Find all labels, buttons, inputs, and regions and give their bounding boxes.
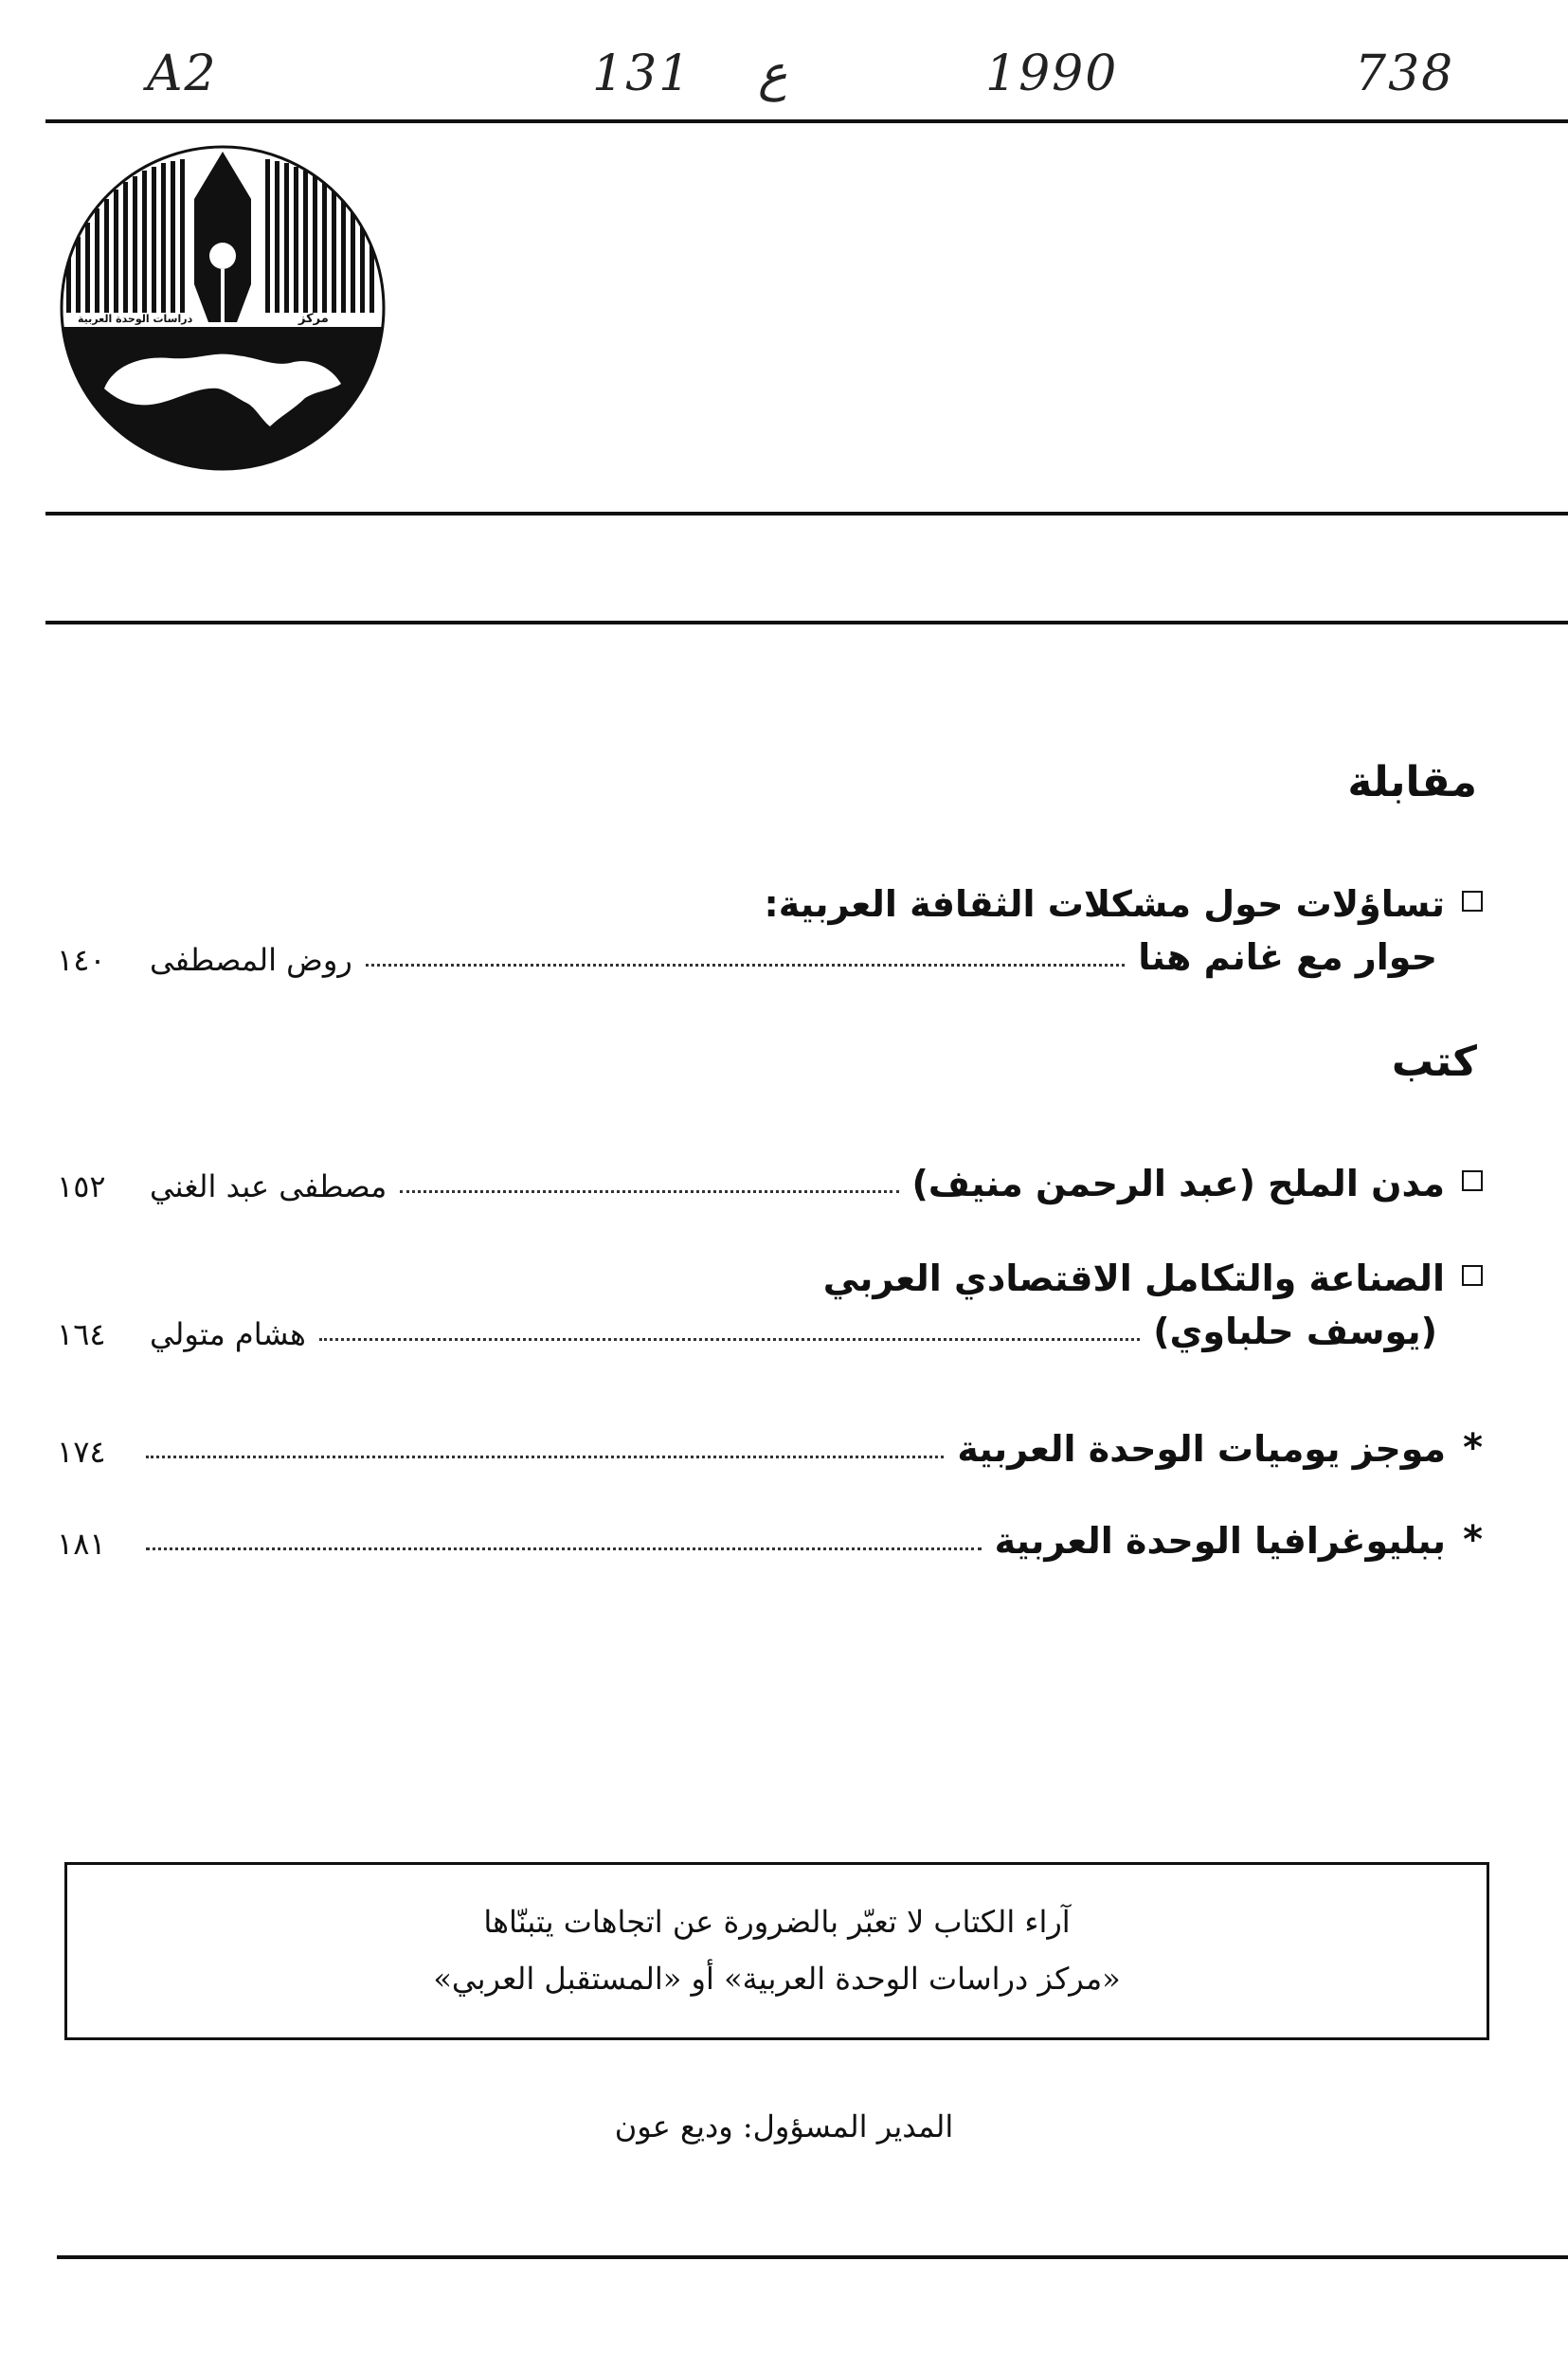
bottom-rule [57, 2255, 1568, 2259]
section-title-interview: مقابلة [1347, 758, 1477, 806]
checkbox-icon [1462, 1265, 1483, 1286]
disclaimer-line-2: «مركز دراسات الوحدة العربية» أو «المستقبل العربي» [433, 1961, 1121, 1997]
star-icon: * [1463, 1426, 1483, 1470]
leader-dots [400, 1190, 898, 1193]
disclaimer-line-1: آراء الكتاب لا تعبّر بالضرورة عن اتجاهات يتبنّاها [483, 1904, 1071, 1940]
entry-title: الصناعة والتكامل الاقتصادي العربي [822, 1257, 1445, 1299]
leader-dots [366, 964, 1126, 967]
list-item [57, 1151, 1483, 1204]
disclaimer-box [64, 1862, 1489, 2040]
entry-title-cont: حوار مع غانم هنا [1138, 936, 1437, 978]
list-item [57, 872, 1483, 978]
handwritten-letter: ع [758, 45, 788, 102]
entry-title: ببليوغرافيا الوحدة العربية [994, 1520, 1447, 1562]
entry-page: ١٨١ [57, 1526, 106, 1562]
entry-page: ١٥٢ [57, 1168, 106, 1204]
entry-title: مدن الملح (عبد الرحمن منيف) [911, 1163, 1445, 1204]
handwritten-number: 738 [1355, 45, 1455, 102]
list-item [57, 1246, 1483, 1352]
handwritten-year: 1990 [985, 45, 1119, 102]
rule-below-logo [45, 512, 1568, 516]
entry-page: ١٤٠ [57, 942, 106, 978]
list-item [57, 1417, 1483, 1470]
handwritten-code: 131 [592, 45, 693, 102]
list-item [57, 1509, 1483, 1562]
entry-page: ١٦٤ [57, 1316, 106, 1352]
entry-title: تساؤلات حول مشكلات الثقافة العربية: [764, 883, 1445, 925]
checkbox-icon [1462, 1170, 1483, 1191]
handwritten-note-left: A2 [147, 45, 218, 102]
entry-title-cont: (يوسف حلباوي) [1153, 1311, 1437, 1352]
section-title-books: كتب [1391, 1038, 1477, 1086]
leader-dots [319, 1338, 1140, 1341]
leader-dots [146, 1456, 944, 1458]
center-logo [57, 142, 388, 474]
entry-author: هشام متولي [150, 1316, 306, 1352]
entry-author: روض المصطفى [150, 942, 352, 978]
director-credit: المدير المسؤول: وديع عون [614, 2108, 954, 2144]
logo-dark-half [57, 327, 388, 474]
top-rule [45, 119, 1568, 123]
checkbox-icon [1462, 891, 1483, 912]
rule-above-contents [45, 621, 1568, 624]
star-icon: * [1463, 1518, 1483, 1562]
leader-dots [146, 1547, 982, 1550]
logo-text-bottom: دراسات الوحدة العربية [78, 313, 193, 325]
logo-text-top: مركز [298, 312, 329, 326]
entry-title: موجز يوميات الوحدة العربية [957, 1428, 1447, 1470]
entry-page: ١٧٤ [57, 1434, 106, 1470]
entry-author: مصطفى عبد الغني [150, 1168, 387, 1204]
